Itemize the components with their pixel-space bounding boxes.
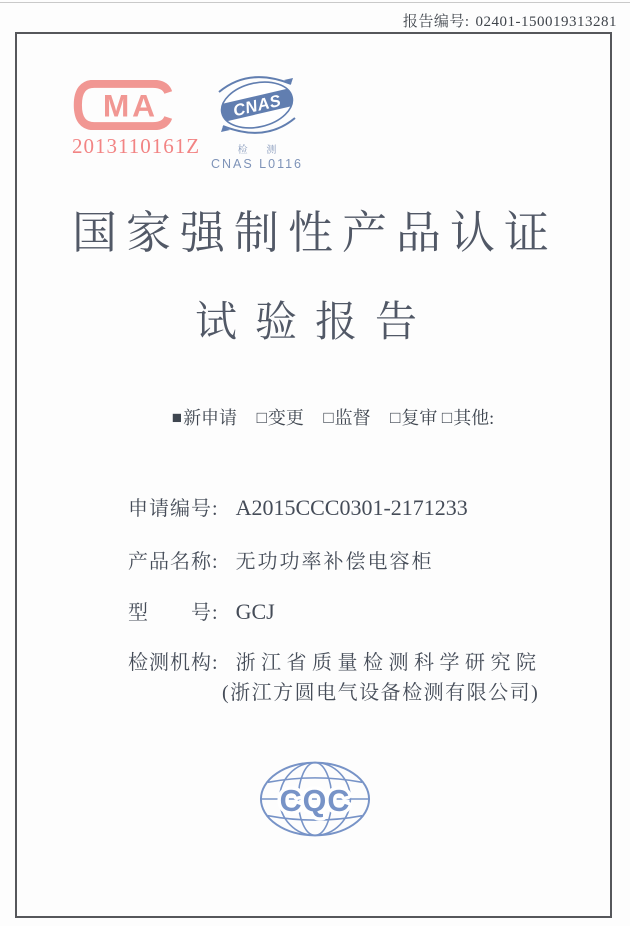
field-application-number: [128, 492, 468, 521]
field-label: 申请编号:: [128, 498, 219, 520]
checkbox-review: [390, 404, 437, 430]
field-label: 型 号:: [128, 602, 219, 624]
cqc-logo-block: [258, 760, 372, 838]
cma-accreditation-block: [72, 80, 201, 159]
application-type-row: [18, 404, 630, 430]
cma-license-number: 2013110161Z: [72, 134, 201, 158]
report-number-line: [403, 10, 617, 31]
checkbox-label: 复审: [401, 408, 438, 428]
field-model: [128, 596, 275, 625]
checkbox-label: 监督: [334, 408, 371, 428]
checked-box-glyph: ■: [171, 408, 183, 427]
scan-artifact-line: [0, 2, 630, 3]
field-test-agency-line2: [222, 676, 539, 705]
field-value: 无功功率补偿电容柜: [235, 551, 434, 573]
cqc-logo-icon: [258, 760, 372, 838]
field-test-agency: [128, 646, 542, 675]
field-value: A2015CCC0301-2171233: [235, 495, 468, 520]
field-value: 浙江省质量检测科学研究院: [235, 652, 542, 674]
checkbox-label: 其他:: [453, 408, 495, 428]
unchecked-box-glyph: □: [323, 408, 334, 427]
document-title: 国家强制性产品认证: [71, 208, 558, 258]
field-product-name: [128, 545, 434, 574]
checkbox-other: [442, 404, 494, 430]
cma-logo-icon: [72, 80, 176, 130]
report-number-value: 02401-150019313281: [475, 14, 617, 30]
cnas-accreditation-block: [205, 72, 309, 171]
field-label: 检测机构:: [128, 652, 219, 674]
checkbox-label: 新申请: [183, 408, 238, 428]
unchecked-box-glyph: □: [256, 408, 267, 427]
cqc-letters: CQC: [279, 783, 351, 818]
report-number-label: 报告编号:: [402, 14, 470, 30]
unchecked-box-glyph: □: [441, 408, 453, 427]
checkbox-change: [257, 404, 304, 430]
field-value: GCJ: [235, 599, 275, 624]
document-subtitle: 试验报告: [194, 300, 435, 346]
checkbox-label: 变更: [267, 408, 304, 428]
cnas-logo-icon: [205, 72, 309, 138]
cnas-code: CNAS L0116: [210, 157, 304, 171]
unchecked-box-glyph: □: [390, 408, 401, 427]
cnas-caption: 检 测: [237, 145, 285, 156]
cnas-letters: CNAS: [231, 91, 284, 121]
checkbox-new-application: [172, 404, 237, 430]
cma-letters: MA: [102, 87, 158, 124]
checkbox-supervision: [323, 404, 370, 430]
field-value: (浙江方圆电气设备检测有限公司): [222, 682, 540, 704]
field-label: 产品名称:: [128, 551, 219, 573]
